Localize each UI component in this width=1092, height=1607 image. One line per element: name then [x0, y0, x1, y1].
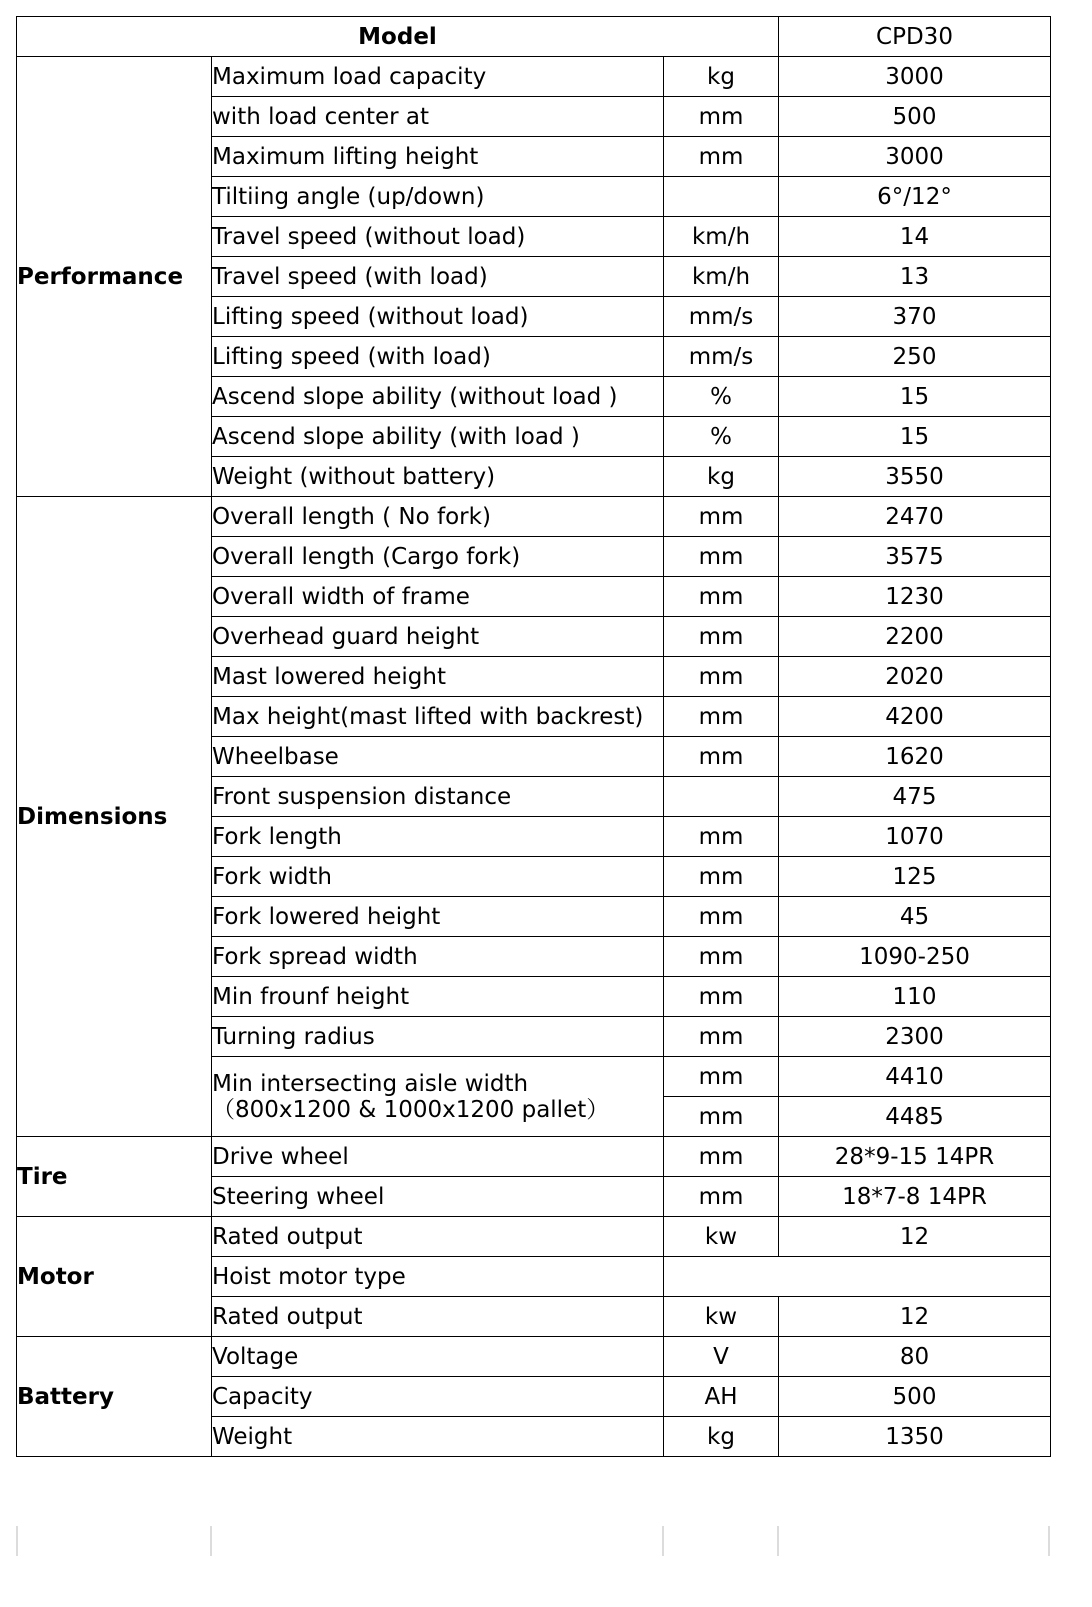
- section-label-battery: Battery: [17, 1337, 212, 1457]
- unit-cell: kg: [664, 57, 779, 97]
- param-cell-aisle-width: [212, 1057, 664, 1137]
- value-cell: 2470: [779, 497, 1051, 537]
- unit-cell: mm: [664, 1097, 779, 1137]
- unit-cell: kw: [664, 1217, 779, 1257]
- value-cell: 80: [779, 1337, 1051, 1377]
- param-cell: Capacity: [212, 1377, 664, 1417]
- value-cell: 14: [779, 217, 1051, 257]
- param-cell: Overall length ( No fork): [212, 497, 664, 537]
- table-row: [17, 1137, 1051, 1177]
- unit-cell: mm: [664, 617, 779, 657]
- value-cell: 475: [779, 777, 1051, 817]
- value-cell: 45: [779, 897, 1051, 937]
- param-cell: Travel speed (without load): [212, 217, 664, 257]
- value-cell: 15: [779, 417, 1051, 457]
- param-cell: Rated output: [212, 1297, 664, 1337]
- unit-cell: mm: [664, 137, 779, 177]
- unit-cell: mm: [664, 897, 779, 937]
- value-cell: 3000: [779, 137, 1051, 177]
- value-cell: 1620: [779, 737, 1051, 777]
- unit-cell: mm: [664, 977, 779, 1017]
- param-cell: Mast lowered height: [212, 657, 664, 697]
- value-cell: 4200: [779, 697, 1051, 737]
- param-cell: Travel speed (with load): [212, 257, 664, 297]
- unit-cell: mm: [664, 537, 779, 577]
- table-row: [17, 1217, 1051, 1257]
- param-cell: Tiltiing angle (up/down): [212, 177, 664, 217]
- value-cell: 6°/12°: [779, 177, 1051, 217]
- unit-cell: mm/s: [664, 297, 779, 337]
- unit-cell: mm: [664, 937, 779, 977]
- spec-table: [16, 16, 1051, 1457]
- value-cell: 2200: [779, 617, 1051, 657]
- param-cell: Voltage: [212, 1337, 664, 1377]
- value-cell: 2300: [779, 1017, 1051, 1057]
- table-edge-line-left: [16, 1526, 18, 1556]
- aisle-param-line-2: （800x1200 & 1000x1200 pallet）: [212, 1096, 610, 1123]
- param-cell: Overall width of frame: [212, 577, 664, 617]
- unit-cell: %: [664, 377, 779, 417]
- param-cell: Steering wheel: [212, 1177, 664, 1217]
- table-row: [17, 57, 1051, 97]
- param-cell: Fork length: [212, 817, 664, 857]
- table-row: [17, 497, 1051, 537]
- table-edge-line-unit: [777, 1526, 779, 1556]
- value-cell: 1230: [779, 577, 1051, 617]
- aisle-param-line-1: Min intersecting aisle width: [212, 1070, 529, 1097]
- param-cell: Max height(mast lifted with backrest): [212, 697, 664, 737]
- value-cell: 500: [779, 97, 1051, 137]
- param-cell: Fork width: [212, 857, 664, 897]
- value-cell: 1350: [779, 1417, 1051, 1457]
- unit-cell: mm: [664, 817, 779, 857]
- param-cell: Ascend slope ability (with load ): [212, 417, 664, 457]
- param-cell: Turning radius: [212, 1017, 664, 1057]
- unit-cell: mm: [664, 1057, 779, 1097]
- table-row: [17, 1337, 1051, 1377]
- param-cell: Overall length (Cargo fork): [212, 537, 664, 577]
- param-cell: Rated output: [212, 1217, 664, 1257]
- param-cell: Fork spread width: [212, 937, 664, 977]
- param-cell: Ascend slope ability (without load ): [212, 377, 664, 417]
- param-cell: Weight: [212, 1417, 664, 1457]
- section-label-motor: Motor: [17, 1217, 212, 1337]
- unit-cell: mm: [664, 657, 779, 697]
- param-cell: Drive wheel: [212, 1137, 664, 1177]
- value-cell: 125: [779, 857, 1051, 897]
- param-cell: Min frounf height: [212, 977, 664, 1017]
- section-label-dimensions: Dimensions: [17, 497, 212, 1137]
- param-cell: Lifting speed (without load): [212, 297, 664, 337]
- unit-cell: %: [664, 417, 779, 457]
- param-cell: Hoist motor type: [212, 1257, 664, 1297]
- unit-cell: kw: [664, 1297, 779, 1337]
- model-label: Model: [17, 17, 779, 57]
- unit-cell: mm: [664, 497, 779, 537]
- param-cell: Front suspension distance: [212, 777, 664, 817]
- unit-cell: mm: [664, 737, 779, 777]
- param-cell: Weight (without battery): [212, 457, 664, 497]
- value-cell: 12: [779, 1297, 1051, 1337]
- unit-cell: AH: [664, 1377, 779, 1417]
- table-edge-line-right: [1048, 1526, 1050, 1556]
- model-value: CPD30: [779, 17, 1051, 57]
- unit-cell: mm: [664, 1137, 779, 1177]
- value-cell: 3550: [779, 457, 1051, 497]
- param-cell: Maximum lifting height: [212, 137, 664, 177]
- value-cell: 28*9-15 14PR: [779, 1137, 1051, 1177]
- spec-table-body: [17, 17, 1051, 1457]
- unit-cell: kg: [664, 457, 779, 497]
- value-cell: 1070: [779, 817, 1051, 857]
- unit-cell: kg: [664, 1417, 779, 1457]
- param-cell: Wheelbase: [212, 737, 664, 777]
- unit-cell: mm: [664, 97, 779, 137]
- param-cell: Lifting speed (with load): [212, 337, 664, 377]
- value-cell: 250: [779, 337, 1051, 377]
- value-cell: 110: [779, 977, 1051, 1017]
- value-cell: 1090-250: [779, 937, 1051, 977]
- unit-cell: [664, 777, 779, 817]
- value-cell: 18*7-8 14PR: [779, 1177, 1051, 1217]
- section-label-performance: Performance: [17, 57, 212, 497]
- empty-value-cell: [664, 1257, 1051, 1297]
- unit-cell: mm: [664, 577, 779, 617]
- value-cell: 12: [779, 1217, 1051, 1257]
- model-header-row: [17, 17, 1051, 57]
- value-cell: 3000: [779, 57, 1051, 97]
- param-cell: Fork lowered height: [212, 897, 664, 937]
- unit-cell: km/h: [664, 217, 779, 257]
- value-cell: 3575: [779, 537, 1051, 577]
- unit-cell: km/h: [664, 257, 779, 297]
- value-cell: 2020: [779, 657, 1051, 697]
- unit-cell: [664, 177, 779, 217]
- section-label-tire: Tire: [17, 1137, 212, 1217]
- value-cell: 370: [779, 297, 1051, 337]
- unit-cell: mm: [664, 857, 779, 897]
- value-cell: 13: [779, 257, 1051, 297]
- unit-cell: mm: [664, 1177, 779, 1217]
- value-cell: 4485: [779, 1097, 1051, 1137]
- unit-cell: mm/s: [664, 337, 779, 377]
- param-cell: Overhead guard height: [212, 617, 664, 657]
- value-cell: 4410: [779, 1057, 1051, 1097]
- value-cell: 500: [779, 1377, 1051, 1417]
- table-edge-line-param: [662, 1526, 664, 1556]
- table-edge-line-group: [210, 1526, 212, 1556]
- value-cell: 15: [779, 377, 1051, 417]
- unit-cell: mm: [664, 1017, 779, 1057]
- param-cell: with load center at: [212, 97, 664, 137]
- unit-cell: mm: [664, 697, 779, 737]
- param-cell: Maximum load capacity: [212, 57, 664, 97]
- unit-cell: V: [664, 1337, 779, 1377]
